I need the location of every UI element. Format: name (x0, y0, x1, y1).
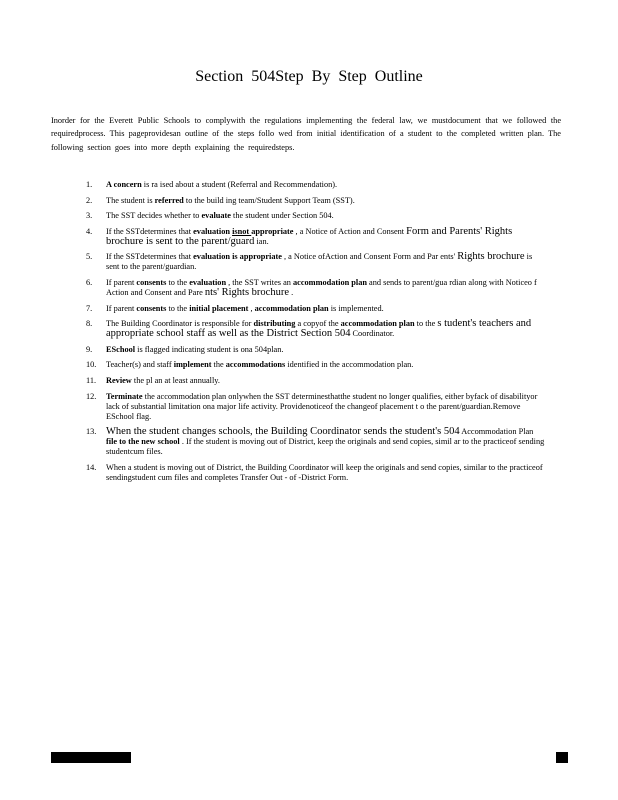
step-item (86, 463, 546, 483)
steps-list (86, 180, 546, 488)
step-text: Rights brochure (457, 251, 525, 263)
step-text: identified in the accommodation plan. (285, 360, 414, 370)
step-text: . If the student is moving out of District, keep the originals and send copies, simil ar to the practiceof sending studentcum files. (106, 437, 545, 457)
step-text: The student is (106, 195, 155, 205)
step-number: 9. (86, 344, 93, 354)
step-keyword: ESchool (106, 344, 136, 354)
step-text: If parent (106, 303, 137, 313)
step-text: The Building Coordinator is responsible for (106, 319, 254, 329)
step-number: 13. (86, 427, 97, 437)
step-text: is implemented. (328, 303, 384, 313)
step-keyword: accommodation plan (340, 319, 415, 329)
step-keyword: evaluation (189, 277, 227, 287)
step-text: When a student is moving out of District, the Building Coordinator will keep the originals and send copies, similar to the practiceof sendingstudent cum files and completes Transfer Out - of -District Form. (106, 462, 543, 482)
step-text: and sends to parent/gua rdian along with Noticeo f Action and Consent and Pare (106, 277, 537, 297)
step-item (86, 227, 546, 247)
step-keyword: consents (136, 277, 167, 287)
step-number: 7. (86, 303, 93, 313)
step-keyword: consents (136, 303, 167, 313)
step-text: If parent (106, 277, 137, 287)
step-item (86, 278, 546, 298)
step-keyword: referred (154, 195, 184, 205)
step-keyword: evaluate (201, 211, 231, 221)
step-text: The SST decides whether to (106, 211, 202, 221)
step-number: 10. (86, 360, 97, 370)
step-keyword: accommodation plan (254, 303, 329, 313)
step-keyword: implement (173, 360, 212, 370)
step-keyword: accommodations (225, 360, 286, 370)
step-item (86, 196, 546, 206)
step-item (86, 180, 546, 190)
step-text: , the SST writes an (226, 277, 293, 287)
step-text: the (211, 360, 226, 370)
step-keyword: evaluation (193, 252, 230, 262)
step-text: to the (166, 277, 190, 287)
step-number: 8. (86, 319, 93, 329)
step-text: to the (414, 319, 438, 329)
step-keyword: file to the new school (106, 437, 180, 447)
step-number: 4. (86, 226, 93, 236)
step-text: is sent to the parent/guardian. (106, 252, 533, 272)
step-text: Accommodation Plan (459, 427, 534, 437)
step-item (86, 211, 546, 221)
step-keyword: Terminate (106, 391, 143, 401)
footer-bar-right (556, 752, 568, 763)
step-keyword: Review (106, 375, 132, 385)
step-keyword: isnot (232, 226, 252, 236)
step-keyword: evaluation (193, 226, 230, 236)
step-text: the student under Section 504. (230, 211, 334, 221)
step-number: 3. (86, 211, 93, 221)
step-item (86, 304, 546, 314)
step-text: . (289, 287, 294, 297)
step-number: 14. (86, 462, 97, 472)
step-text: If the SSTdetermines that (106, 226, 194, 236)
intro-paragraph: Inorder for the Everett Public Schools to complywith the regulations implementing the federal law, we mustdocument that we followed the requiredprocess. This pageprovidesan outline of the steps follo wed from initial identification of a student to the completed written plan. The following section goes into more depth explaining the requiredsteps. (51, 116, 561, 152)
step-item (86, 360, 546, 370)
step-item (86, 427, 546, 457)
step-text: to the (166, 303, 190, 313)
step-item (86, 252, 546, 272)
step-text: nts' Rights brochure (204, 286, 289, 298)
step-text: to the build ing team/Student Support Team (SST). (183, 195, 355, 205)
page-title: Section 504Step By Step Outline (195, 68, 423, 85)
step-keyword: distributing (253, 319, 296, 329)
step-number: 12. (86, 391, 97, 401)
step-number: 11. (86, 375, 97, 385)
step-text: , a Notice ofAction and Consent Form and Par ents' (281, 252, 458, 262)
step-text: , (248, 303, 255, 313)
step-text: When the student changes schools, the Building Coordinator sends the student's 504 (106, 426, 460, 438)
step-text: ian. (254, 236, 269, 246)
step-text: If the SSTdetermines that (106, 252, 194, 262)
step-number: 1. (86, 180, 93, 189)
step-text: Form and Parents' Rights brochure is sent to the parent/guard (106, 225, 513, 247)
step-number: 6. (86, 277, 93, 287)
step-text: the pl an at least annually. (131, 375, 220, 385)
step-item (86, 376, 546, 386)
step-text: is ra ised about a student (Referral and Recommendation). (141, 180, 338, 189)
step-text: the accommodation plan onlywhen the SST determinesthatthe student no longer qualifies, either byfack of disabilityor lack of substantial limitation ona major life activity. Providenoticeof the changeof placement t o the parent/guardian.Remove ESchool flag. (106, 391, 538, 421)
step-text: is flagged indicating student is ona 504plan. (135, 344, 284, 354)
step-text: Coordinator. (350, 329, 395, 339)
step-text: a copyof the (295, 319, 341, 329)
step-text: Teacher(s) and staff (106, 360, 174, 370)
footer-bar-left (51, 752, 131, 763)
step-keyword: is appropriate (232, 252, 282, 262)
step-keyword: A concern (106, 180, 142, 189)
step-text: , a Notice of Action and Consent (293, 226, 407, 236)
step-text: s tudent's teachers and appropriate school staff as well as the District Section 504 (106, 318, 532, 340)
step-keyword: accommodation plan (293, 277, 367, 287)
step-number: 5. (86, 252, 93, 262)
step-number: 2. (86, 195, 93, 205)
step-keyword: initial placement (189, 303, 249, 313)
step-item (86, 319, 546, 339)
step-item (86, 392, 546, 422)
step-item (86, 345, 546, 355)
step-keyword: appropriate (251, 226, 294, 236)
